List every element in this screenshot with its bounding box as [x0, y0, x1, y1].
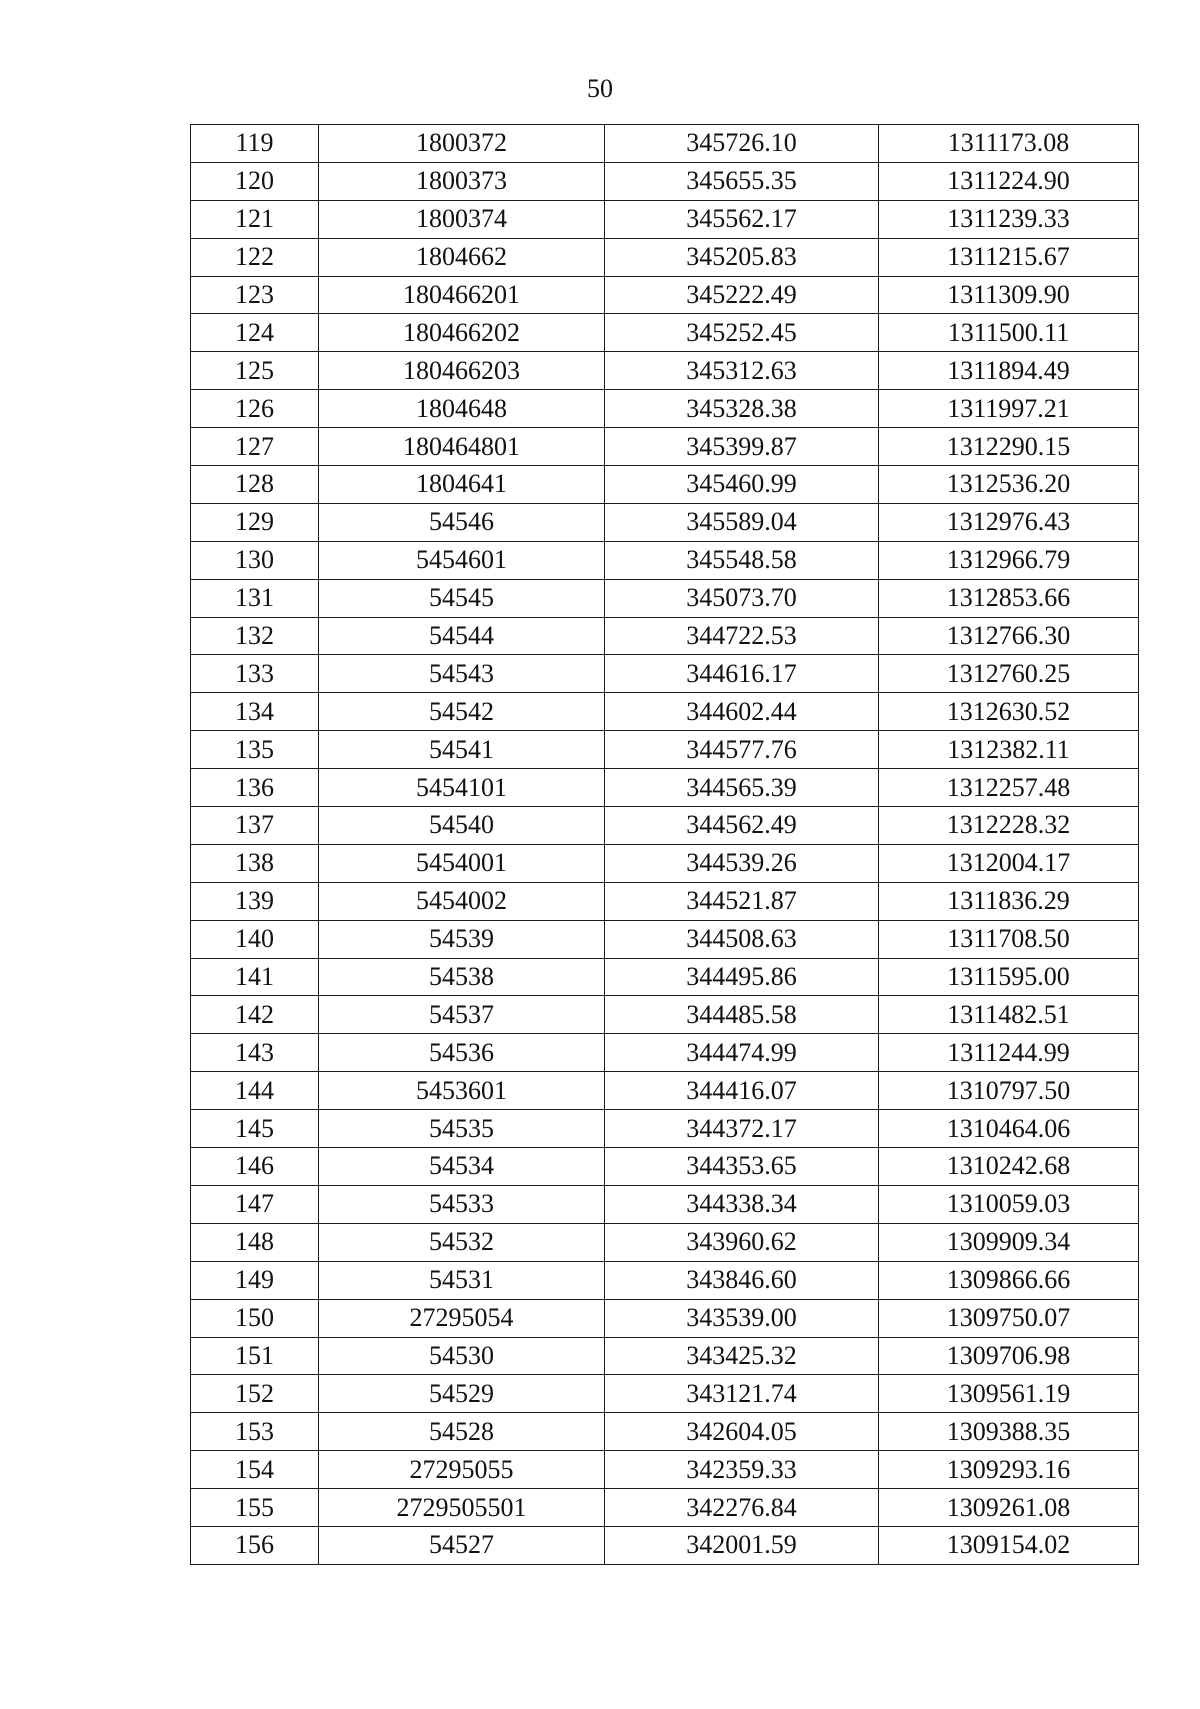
x-coordinate-cell: 344416.07 — [605, 1072, 879, 1110]
x-coordinate-cell: 345312.63 — [605, 352, 879, 390]
row-index-cell: 124 — [191, 314, 319, 352]
table-row — [191, 162, 1139, 200]
y-coordinate-cell: 1309293.16 — [879, 1451, 1139, 1489]
row-index-cell: 130 — [191, 541, 319, 579]
row-index-cell: 132 — [191, 617, 319, 655]
point-id-cell: 180466201 — [319, 276, 605, 314]
x-coordinate-cell: 343539.00 — [605, 1299, 879, 1337]
row-index-cell: 156 — [191, 1526, 319, 1564]
row-index-cell: 140 — [191, 920, 319, 958]
y-coordinate-cell: 1312004.17 — [879, 844, 1139, 882]
point-id-cell: 1800373 — [319, 162, 605, 200]
point-id-cell: 1804662 — [319, 238, 605, 276]
y-coordinate-cell: 1311173.08 — [879, 125, 1139, 163]
x-coordinate-cell: 345726.10 — [605, 125, 879, 163]
x-coordinate-cell: 345548.58 — [605, 541, 879, 579]
row-index-cell: 150 — [191, 1299, 319, 1337]
x-coordinate-cell: 345399.87 — [605, 428, 879, 466]
table-row — [191, 1223, 1139, 1261]
y-coordinate-cell: 1310242.68 — [879, 1148, 1139, 1186]
x-coordinate-cell: 343121.74 — [605, 1375, 879, 1413]
row-index-cell: 151 — [191, 1337, 319, 1375]
x-coordinate-cell: 344372.17 — [605, 1110, 879, 1148]
row-index-cell: 141 — [191, 958, 319, 996]
row-index-cell: 145 — [191, 1110, 319, 1148]
x-coordinate-cell: 345589.04 — [605, 503, 879, 541]
row-index-cell: 155 — [191, 1489, 319, 1527]
row-index-cell: 123 — [191, 276, 319, 314]
point-id-cell: 27295055 — [319, 1451, 605, 1489]
table-row — [191, 314, 1139, 352]
coordinates-table-body — [191, 125, 1139, 1565]
table-row — [191, 769, 1139, 807]
x-coordinate-cell: 345655.35 — [605, 162, 879, 200]
y-coordinate-cell: 1312766.30 — [879, 617, 1139, 655]
x-coordinate-cell: 345252.45 — [605, 314, 879, 352]
y-coordinate-cell: 1311836.29 — [879, 882, 1139, 920]
point-id-cell: 1804648 — [319, 390, 605, 428]
x-coordinate-cell: 344539.26 — [605, 844, 879, 882]
row-index-cell: 133 — [191, 655, 319, 693]
row-index-cell: 153 — [191, 1413, 319, 1451]
table-row — [191, 1375, 1139, 1413]
y-coordinate-cell: 1311997.21 — [879, 390, 1139, 428]
table-row — [191, 807, 1139, 845]
y-coordinate-cell: 1312853.66 — [879, 579, 1139, 617]
x-coordinate-cell: 344562.49 — [605, 807, 879, 845]
y-coordinate-cell: 1309706.98 — [879, 1337, 1139, 1375]
point-id-cell: 1800374 — [319, 200, 605, 238]
table-row — [191, 996, 1139, 1034]
point-id-cell: 180464801 — [319, 428, 605, 466]
point-id-cell: 180466203 — [319, 352, 605, 390]
point-id-cell: 54529 — [319, 1375, 605, 1413]
table-row — [191, 693, 1139, 731]
point-id-cell: 54543 — [319, 655, 605, 693]
y-coordinate-cell: 1311224.90 — [879, 162, 1139, 200]
point-id-cell: 5454601 — [319, 541, 605, 579]
y-coordinate-cell: 1311215.67 — [879, 238, 1139, 276]
table-row — [191, 920, 1139, 958]
x-coordinate-cell: 344495.86 — [605, 958, 879, 996]
y-coordinate-cell: 1312382.11 — [879, 731, 1139, 769]
point-id-cell: 54533 — [319, 1185, 605, 1223]
y-coordinate-cell: 1311239.33 — [879, 200, 1139, 238]
x-coordinate-cell: 345328.38 — [605, 390, 879, 428]
y-coordinate-cell: 1312630.52 — [879, 693, 1139, 731]
table-row — [191, 1526, 1139, 1564]
table-row — [191, 1451, 1139, 1489]
x-coordinate-cell: 345073.70 — [605, 579, 879, 617]
row-index-cell: 143 — [191, 1034, 319, 1072]
y-coordinate-cell: 1312976.43 — [879, 503, 1139, 541]
row-index-cell: 120 — [191, 162, 319, 200]
row-index-cell: 139 — [191, 882, 319, 920]
table-row — [191, 238, 1139, 276]
point-id-cell: 180466202 — [319, 314, 605, 352]
row-index-cell: 135 — [191, 731, 319, 769]
x-coordinate-cell: 345205.83 — [605, 238, 879, 276]
point-id-cell: 54539 — [319, 920, 605, 958]
row-index-cell: 147 — [191, 1185, 319, 1223]
y-coordinate-cell: 1310464.06 — [879, 1110, 1139, 1148]
table-row — [191, 1337, 1139, 1375]
table-row — [191, 1148, 1139, 1186]
y-coordinate-cell: 1309561.19 — [879, 1375, 1139, 1413]
y-coordinate-cell: 1311482.51 — [879, 996, 1139, 1034]
point-id-cell: 5453601 — [319, 1072, 605, 1110]
row-index-cell: 121 — [191, 200, 319, 238]
x-coordinate-cell: 343960.62 — [605, 1223, 879, 1261]
y-coordinate-cell: 1312290.15 — [879, 428, 1139, 466]
x-coordinate-cell: 344722.53 — [605, 617, 879, 655]
row-index-cell: 149 — [191, 1261, 319, 1299]
point-id-cell: 54546 — [319, 503, 605, 541]
table-row — [191, 1034, 1139, 1072]
x-coordinate-cell: 345562.17 — [605, 200, 879, 238]
table-row — [191, 1185, 1139, 1223]
point-id-cell: 54545 — [319, 579, 605, 617]
row-index-cell: 134 — [191, 693, 319, 731]
x-coordinate-cell: 344602.44 — [605, 693, 879, 731]
row-index-cell: 148 — [191, 1223, 319, 1261]
table-row — [191, 390, 1139, 428]
x-coordinate-cell: 344521.87 — [605, 882, 879, 920]
y-coordinate-cell: 1312966.79 — [879, 541, 1139, 579]
point-id-cell: 54530 — [319, 1337, 605, 1375]
point-id-cell: 5454001 — [319, 844, 605, 882]
page-number: 50 — [587, 74, 613, 103]
point-id-cell: 2729505501 — [319, 1489, 605, 1527]
x-coordinate-cell: 344508.63 — [605, 920, 879, 958]
point-id-cell: 54527 — [319, 1526, 605, 1564]
point-id-cell: 54540 — [319, 807, 605, 845]
table-row — [191, 844, 1139, 882]
row-index-cell: 152 — [191, 1375, 319, 1413]
table-row — [191, 579, 1139, 617]
row-index-cell: 119 — [191, 125, 319, 163]
x-coordinate-cell: 344577.76 — [605, 731, 879, 769]
y-coordinate-cell: 1310059.03 — [879, 1185, 1139, 1223]
y-coordinate-cell: 1309909.34 — [879, 1223, 1139, 1261]
row-index-cell: 154 — [191, 1451, 319, 1489]
coordinates-table — [190, 124, 1139, 1565]
row-index-cell: 125 — [191, 352, 319, 390]
y-coordinate-cell: 1310797.50 — [879, 1072, 1139, 1110]
table-row — [191, 1413, 1139, 1451]
point-id-cell: 54531 — [319, 1261, 605, 1299]
x-coordinate-cell: 345222.49 — [605, 276, 879, 314]
row-index-cell: 142 — [191, 996, 319, 1034]
y-coordinate-cell: 1311500.11 — [879, 314, 1139, 352]
table-row — [191, 731, 1139, 769]
x-coordinate-cell: 344338.34 — [605, 1185, 879, 1223]
row-index-cell: 144 — [191, 1072, 319, 1110]
row-index-cell: 129 — [191, 503, 319, 541]
y-coordinate-cell: 1312228.32 — [879, 807, 1139, 845]
point-id-cell: 54536 — [319, 1034, 605, 1072]
x-coordinate-cell: 342359.33 — [605, 1451, 879, 1489]
y-coordinate-cell: 1309388.35 — [879, 1413, 1139, 1451]
row-index-cell: 136 — [191, 769, 319, 807]
table-row — [191, 352, 1139, 390]
x-coordinate-cell: 345460.99 — [605, 466, 879, 504]
row-index-cell: 126 — [191, 390, 319, 428]
x-coordinate-cell: 342001.59 — [605, 1526, 879, 1564]
point-id-cell: 54544 — [319, 617, 605, 655]
point-id-cell: 5454101 — [319, 769, 605, 807]
y-coordinate-cell: 1309866.66 — [879, 1261, 1139, 1299]
row-index-cell: 137 — [191, 807, 319, 845]
x-coordinate-cell: 344474.99 — [605, 1034, 879, 1072]
point-id-cell: 54532 — [319, 1223, 605, 1261]
y-coordinate-cell: 1312760.25 — [879, 655, 1139, 693]
x-coordinate-cell: 343846.60 — [605, 1261, 879, 1299]
table-row — [191, 125, 1139, 163]
point-id-cell: 1804641 — [319, 466, 605, 504]
point-id-cell: 5454002 — [319, 882, 605, 920]
row-index-cell: 122 — [191, 238, 319, 276]
y-coordinate-cell: 1311309.90 — [879, 276, 1139, 314]
table-row — [191, 882, 1139, 920]
y-coordinate-cell: 1309261.08 — [879, 1489, 1139, 1527]
point-id-cell: 27295054 — [319, 1299, 605, 1337]
table-row — [191, 428, 1139, 466]
row-index-cell: 127 — [191, 428, 319, 466]
y-coordinate-cell: 1309154.02 — [879, 1526, 1139, 1564]
point-id-cell: 1800372 — [319, 125, 605, 163]
point-id-cell: 54535 — [319, 1110, 605, 1148]
table-row — [191, 1072, 1139, 1110]
row-index-cell: 138 — [191, 844, 319, 882]
x-coordinate-cell: 342604.05 — [605, 1413, 879, 1451]
x-coordinate-cell: 343425.32 — [605, 1337, 879, 1375]
table-row — [191, 1489, 1139, 1527]
point-id-cell: 54542 — [319, 693, 605, 731]
table-row — [191, 276, 1139, 314]
point-id-cell: 54534 — [319, 1148, 605, 1186]
x-coordinate-cell: 344485.58 — [605, 996, 879, 1034]
row-index-cell: 146 — [191, 1148, 319, 1186]
x-coordinate-cell: 342276.84 — [605, 1489, 879, 1527]
row-index-cell: 128 — [191, 466, 319, 504]
table-row — [191, 200, 1139, 238]
table-row — [191, 1110, 1139, 1148]
table-row — [191, 1261, 1139, 1299]
table-row — [191, 466, 1139, 504]
table-row — [191, 503, 1139, 541]
point-id-cell: 54541 — [319, 731, 605, 769]
y-coordinate-cell: 1311708.50 — [879, 920, 1139, 958]
point-id-cell: 54537 — [319, 996, 605, 1034]
table-row — [191, 541, 1139, 579]
y-coordinate-cell: 1311595.00 — [879, 958, 1139, 996]
x-coordinate-cell: 344565.39 — [605, 769, 879, 807]
table-row — [191, 1299, 1139, 1337]
y-coordinate-cell: 1312536.20 — [879, 466, 1139, 504]
table-row — [191, 958, 1139, 996]
x-coordinate-cell: 344353.65 — [605, 1148, 879, 1186]
table-row — [191, 617, 1139, 655]
x-coordinate-cell: 344616.17 — [605, 655, 879, 693]
y-coordinate-cell: 1311244.99 — [879, 1034, 1139, 1072]
y-coordinate-cell: 1309750.07 — [879, 1299, 1139, 1337]
point-id-cell: 54538 — [319, 958, 605, 996]
table-row — [191, 655, 1139, 693]
point-id-cell: 54528 — [319, 1413, 605, 1451]
y-coordinate-cell: 1311894.49 — [879, 352, 1139, 390]
y-coordinate-cell: 1312257.48 — [879, 769, 1139, 807]
row-index-cell: 131 — [191, 579, 319, 617]
